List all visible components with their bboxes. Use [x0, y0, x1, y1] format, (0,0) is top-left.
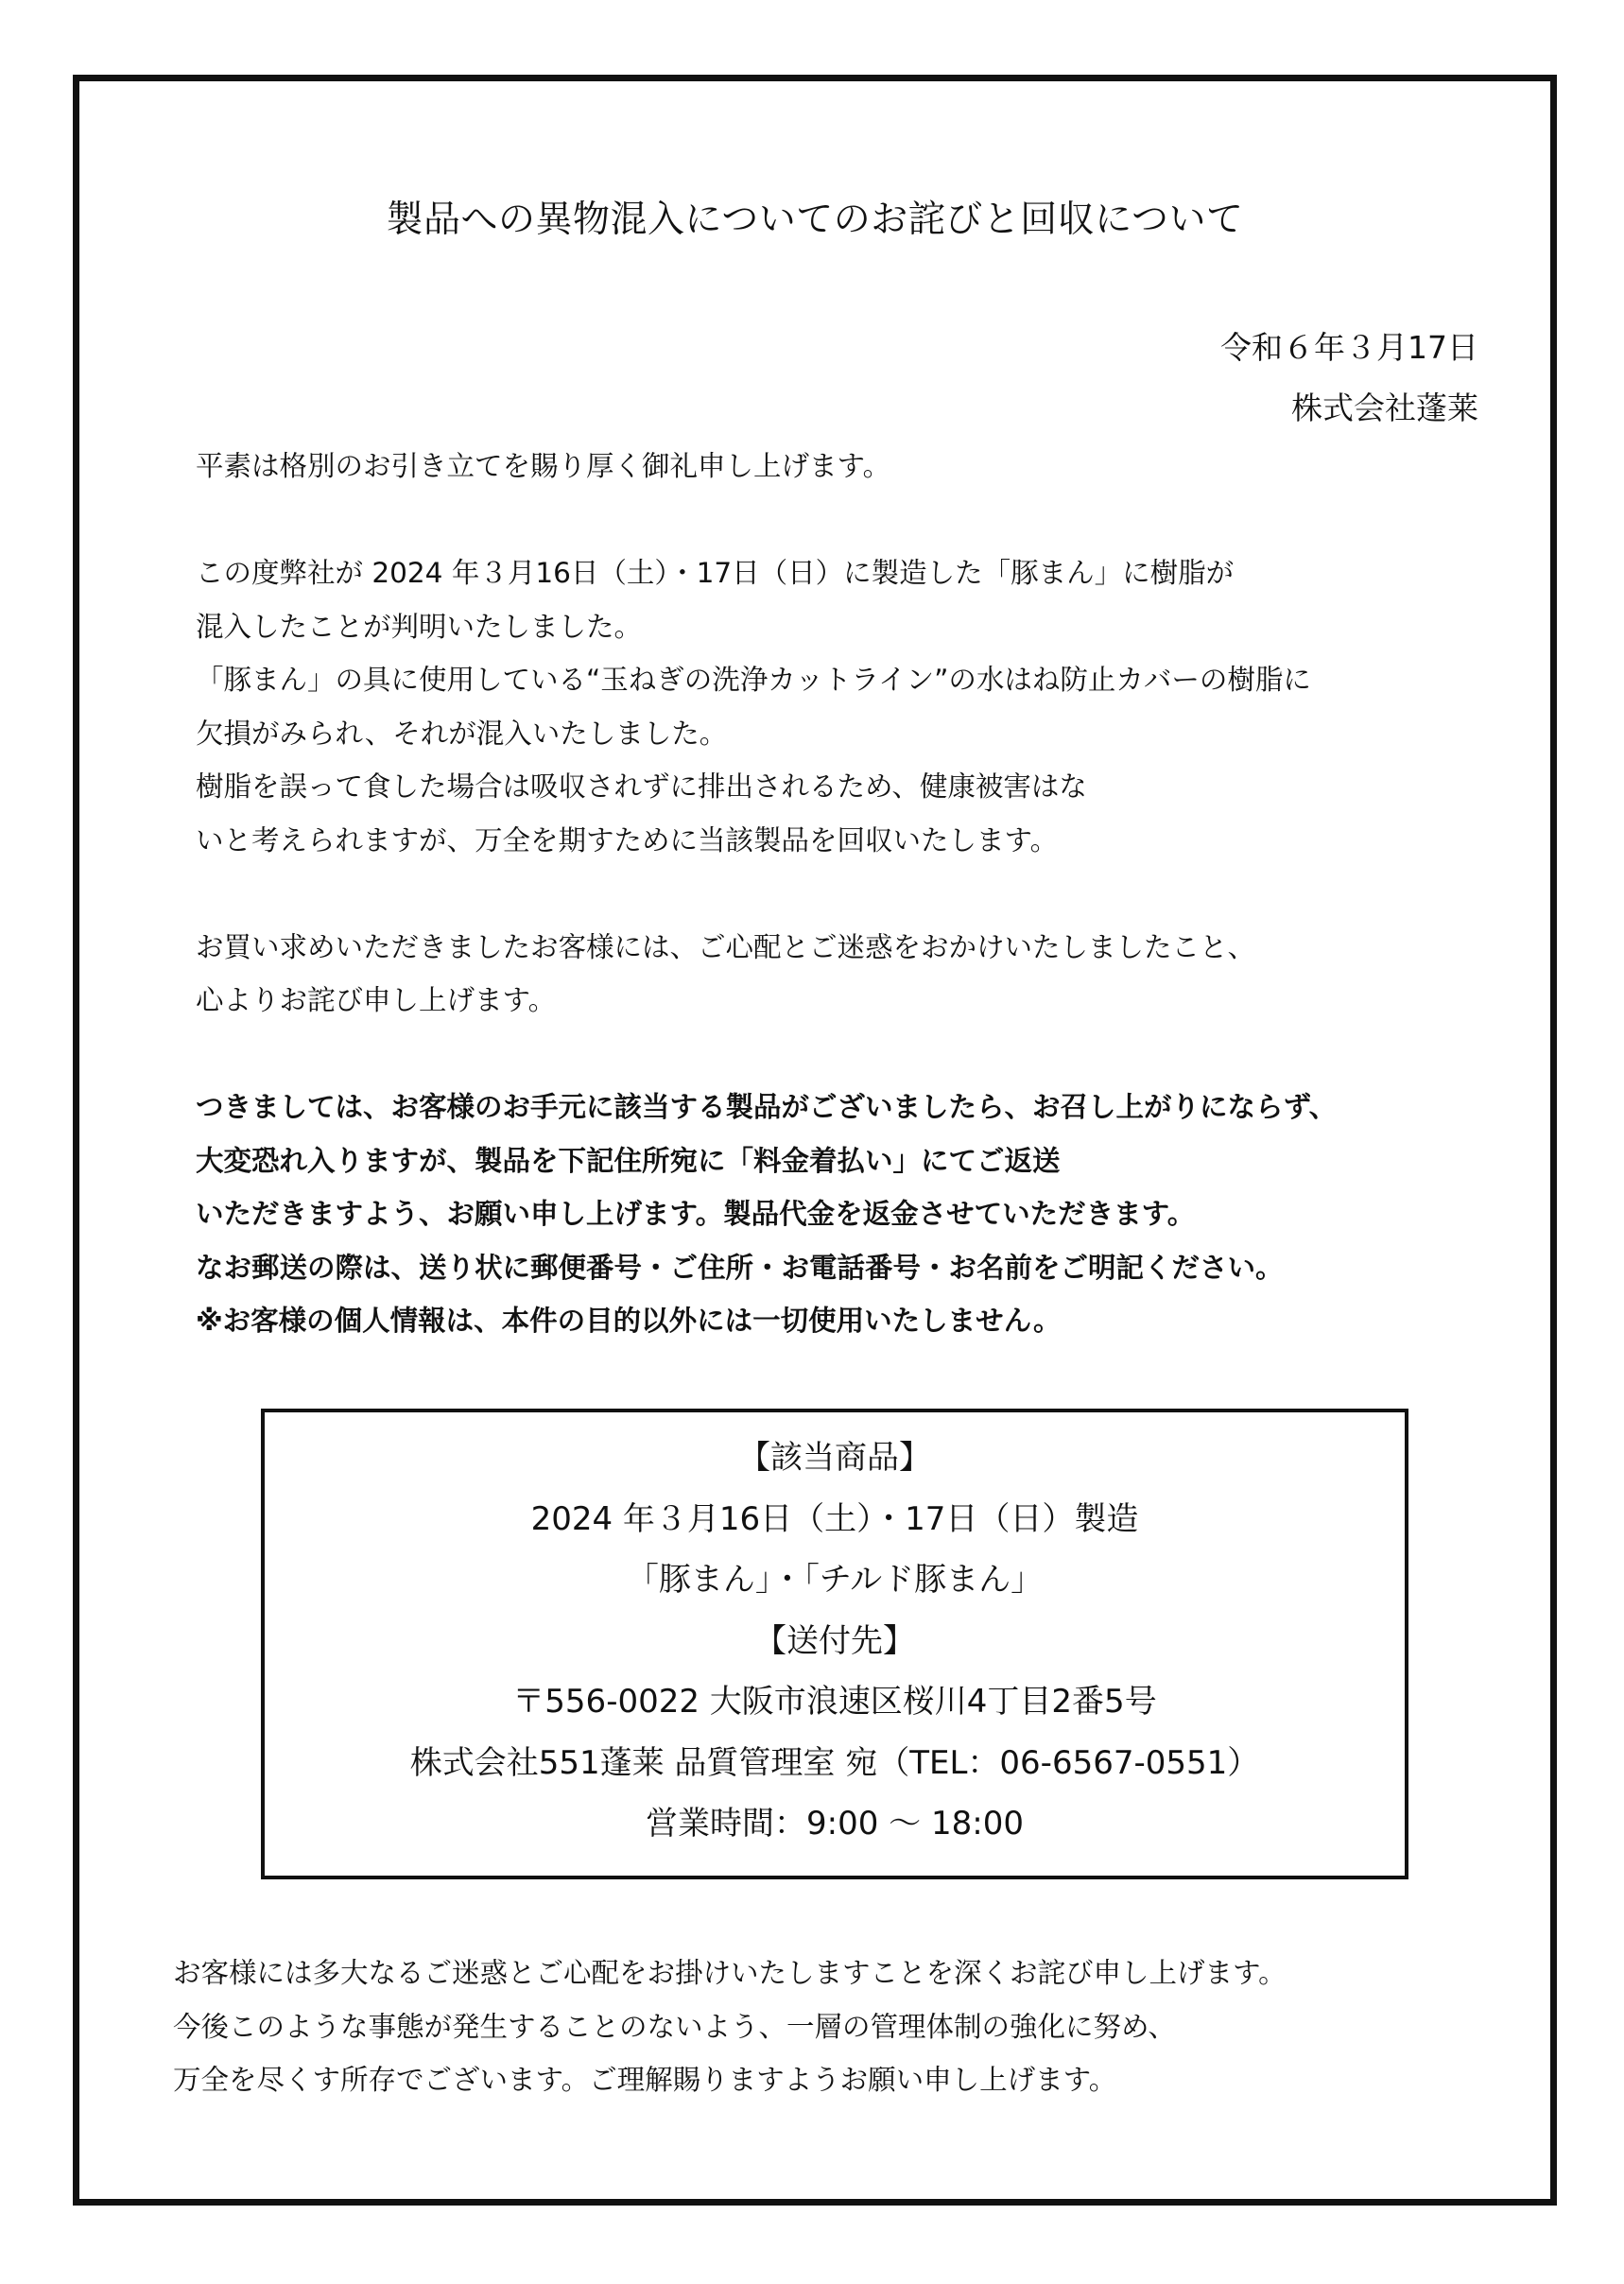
explanation-line: 混入したことが判明いたしました。: [196, 610, 643, 643]
apology-paragraph: [196, 921, 1519, 1028]
product-heading: 【該当商品】: [738, 1439, 931, 1477]
request-line: つきましては、お客様のお手元に該当する製品がございましたら、お召し上がりにならず、: [196, 1091, 1338, 1123]
notice-title: 製品への異物混入についてのお詫びと回収について: [386, 199, 1244, 241]
closing-line: 万全を尽くす所存でございます。ご理解賜りますようお願い申し上げます。: [173, 2064, 1117, 2096]
notice-body: [196, 440, 1519, 1348]
closing-paragraph: [173, 1947, 1534, 2107]
notice-frame: [73, 75, 1557, 2206]
return-address: 〒556-0022 大阪市浪速区桜川4丁目2番5号: [512, 1683, 1157, 1721]
business-hours: 営業時間：9:00 ～ 18:00: [646, 1805, 1024, 1843]
privacy-note: ※お客様の個人情報は、本件の目的以外には一切使用いたしません。: [196, 1305, 1062, 1337]
explanation-line: いと考えられますが、万全を期すために当該製品を回収いたします。: [196, 823, 1059, 856]
explanation-paragraph: [196, 546, 1519, 867]
destination-heading: 【送付先】: [754, 1621, 915, 1660]
product-names: 「豚まん」・「チルド豚まん」: [626, 1561, 1044, 1599]
recipient-contact: 株式会社551蓬莱 品質管理室 宛（TEL：06-6567-0551）: [409, 1743, 1260, 1782]
notice-date: 令和６年３月17日: [1220, 329, 1478, 366]
apology-line: お買い求めいただきましたお客様には、ご心配とご迷惑をおかけいたしましたこと、: [196, 930, 1256, 963]
request-paragraph: [196, 1081, 1519, 1348]
explanation-line: 欠損がみられ、それが混入いたしました。: [196, 717, 728, 750]
apology-line: 心よりお詫び申し上げます。: [196, 984, 557, 1016]
explanation-line: 「豚まん」の具に使用している“玉ねぎの洗浄カットライン”の水はね防止カバーの樹脂に: [196, 664, 1311, 696]
greeting-line: 平素は格別のお引き立てを賜り厚く御礼申し上げます。: [196, 450, 891, 482]
explanation-line: この度弊社が 2024 年３月16日（土）・17日（日）に製造した「豚まん」に樹脂が: [196, 557, 1235, 589]
product-info-box: [261, 1409, 1408, 1879]
explanation-line: 樹脂を誤って食した場合は吸収されずに排出されるため、健康被害はな: [196, 770, 1087, 803]
production-date: 2024 年３月16日（土）・17日（日）製造: [530, 1499, 1139, 1538]
closing-line: お客様には多大なるご迷惑とご心配をお掛けいたしますことを深くお詫び申し上げます。: [173, 1957, 1287, 1989]
request-line: 大変恐れ入りますが、製品を下記住所宛に「料金着払い」にてご返送: [196, 1144, 1061, 1177]
closing-line: 今後このような事態が発生することのないよう、一層の管理体制の強化に努め、: [173, 2010, 1176, 2043]
company-name: 株式会社蓬莱: [1291, 389, 1478, 426]
request-line: いただきますよう、お願い申し上げます。製品代金を返金させていただきます。: [196, 1198, 1196, 1230]
notice-header-meta: [1220, 318, 1478, 439]
request-line: なお郵送の際は、送り状に郵便番号・ご住所・お電話番号・お名前をご明記ください。: [196, 1251, 1284, 1284]
